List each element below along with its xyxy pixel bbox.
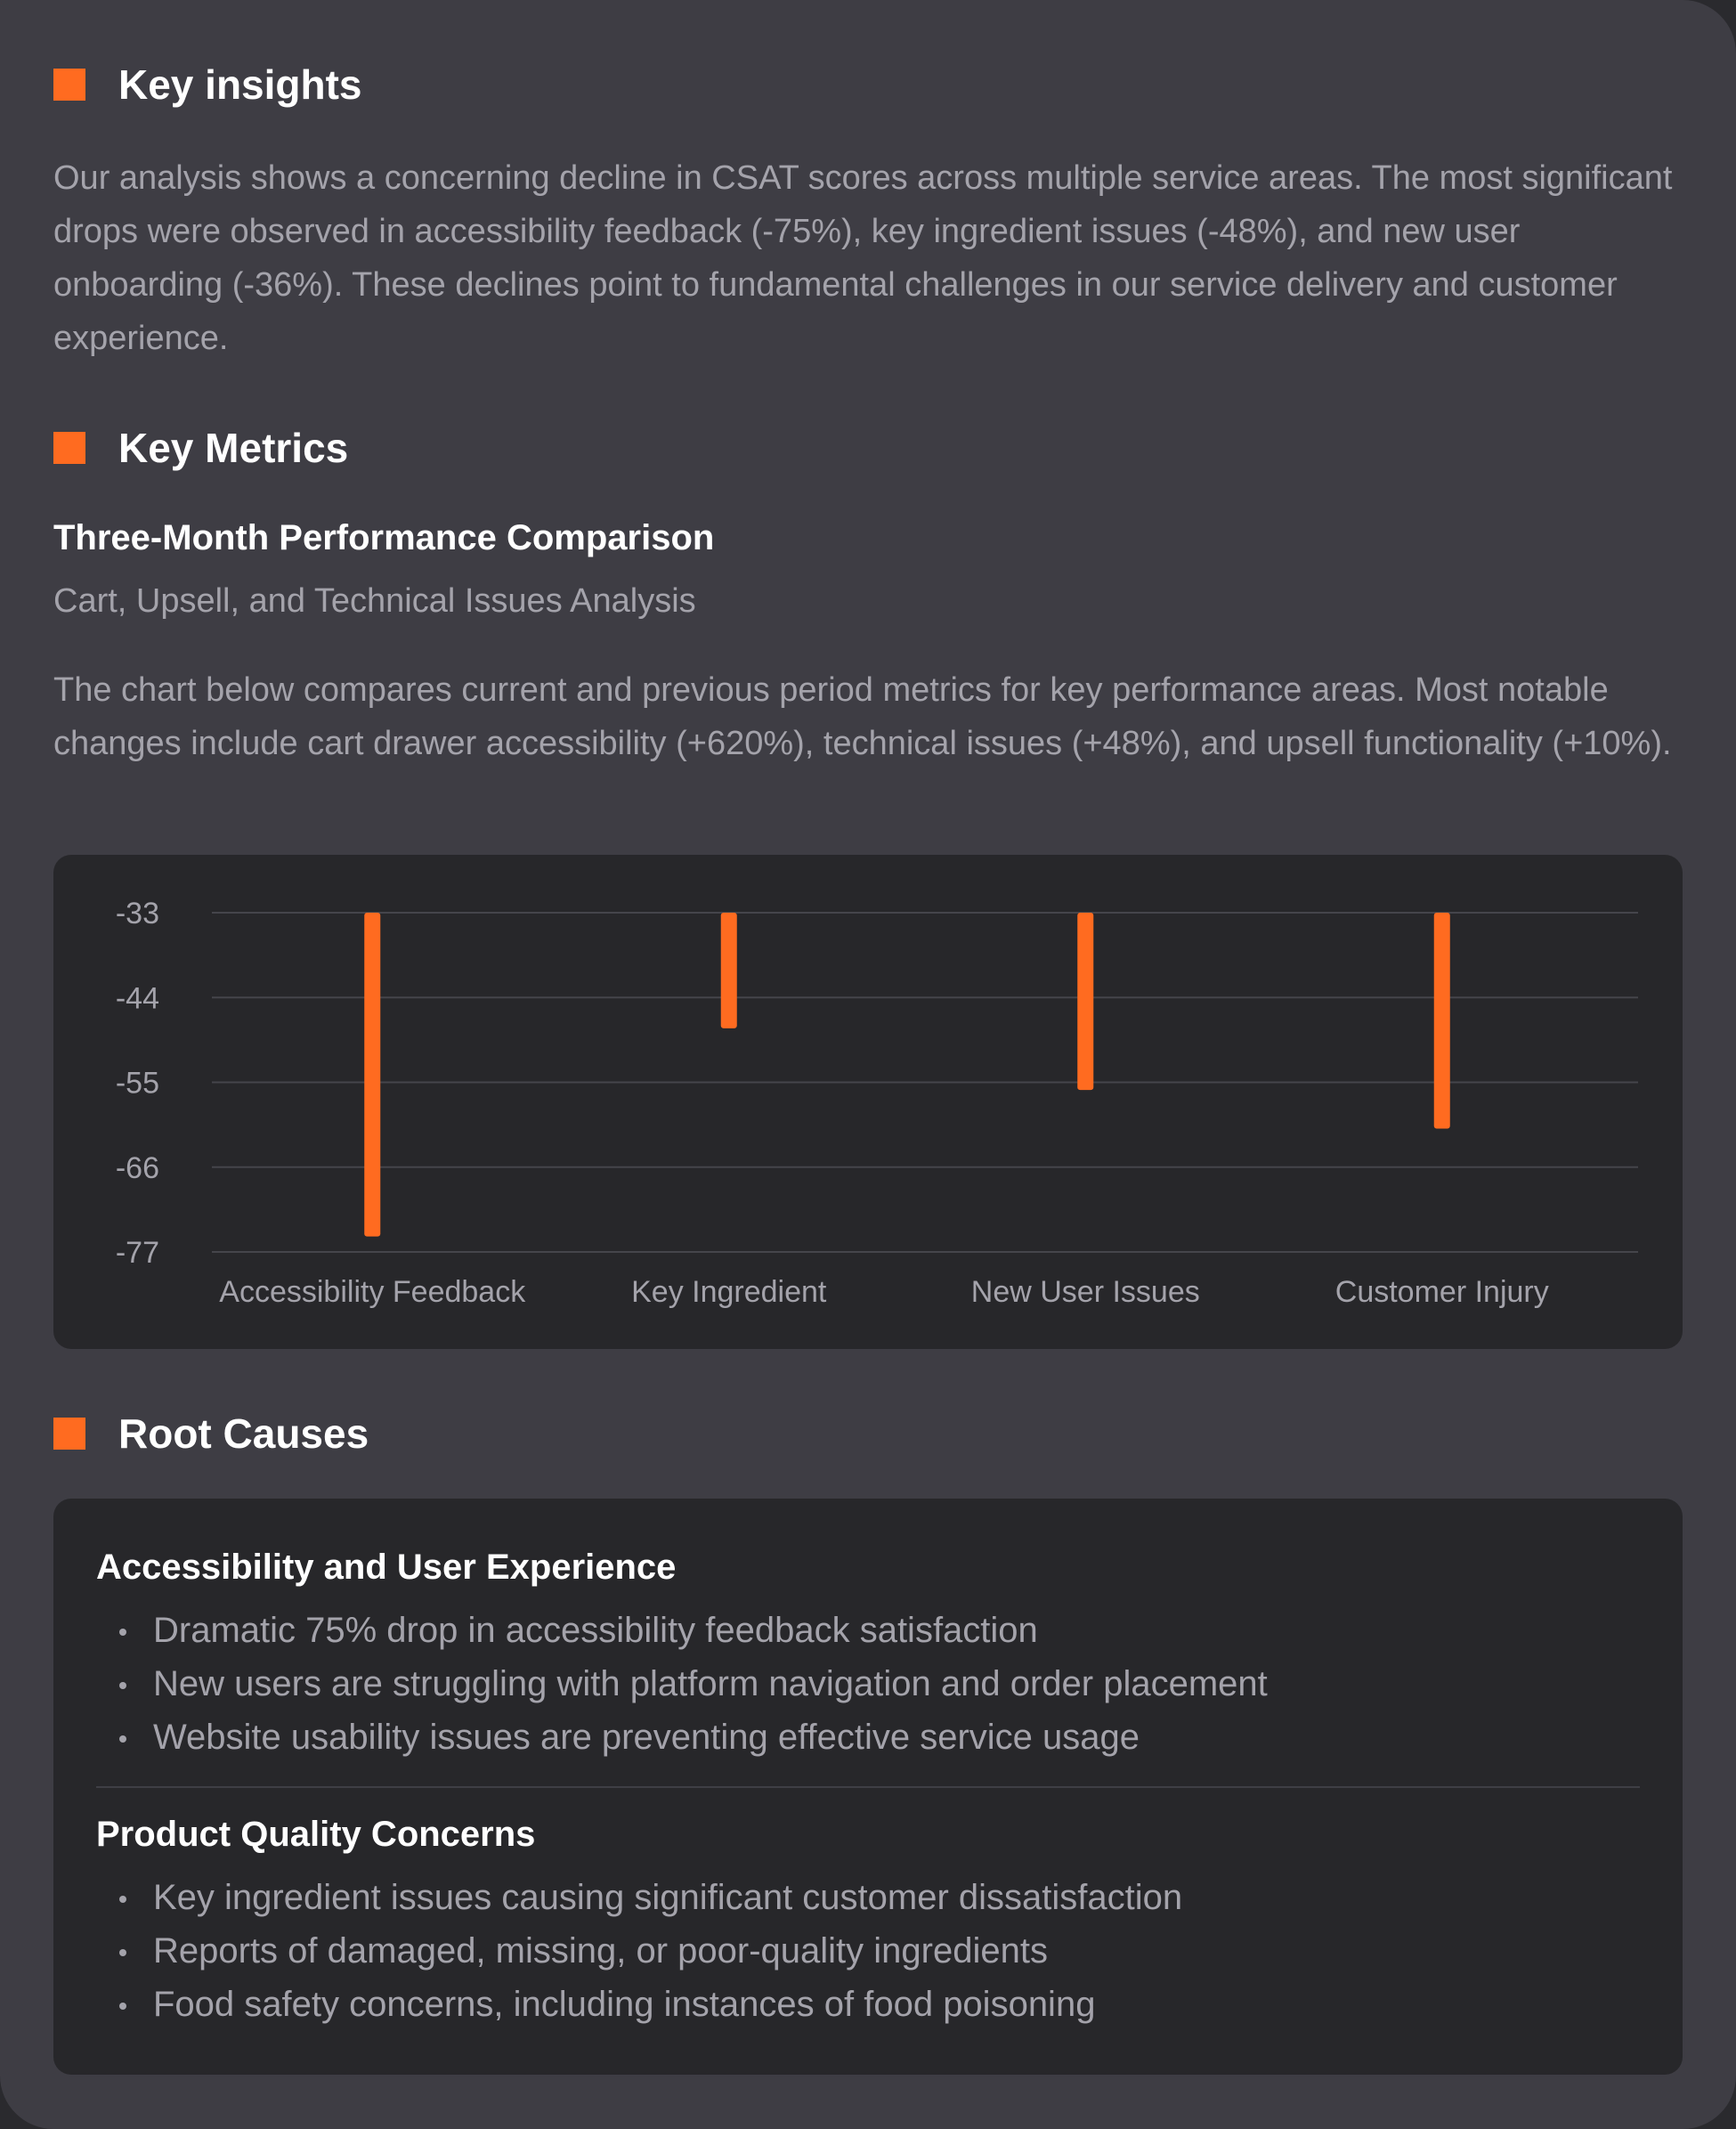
root-causes-header [53,1407,369,1460]
list-item: Key ingredient issues causing significant customer dissatisfaction [96,1871,1182,1924]
list-item: Website usability issues are preventing effective service usage [96,1711,1268,1764]
bar [364,913,380,1237]
list-item: Dramatic 75% drop in accessibility feedback satisfaction [96,1604,1268,1657]
bar-chart [53,855,1683,1349]
y-tick-label: -44 [115,981,159,1016]
list-item: Food safety concerns, including instances of food poisoning [96,1978,1182,2031]
root-causes-panel [53,1499,1683,2075]
bar [1434,913,1450,1128]
y-tick-label: -66 [115,1150,159,1185]
key-metrics-header [53,421,348,475]
chart-description: The chart below compares current and previous period metrics for key performance areas. Most notable changes include cart drawer accessibility (+620%), technical issues (+48%), and upsell functionality (+10%). [53,671,1672,762]
list-item: New users are struggling with platform navigation and order placement [96,1657,1268,1711]
y-tick-label: -77 [115,1236,159,1270]
cause-group-title: Accessibility and User Experience [96,1548,677,1587]
root-causes-title: Root Causes [118,1410,369,1457]
key-metrics-title: Key Metrics [118,425,349,471]
cause-list [96,1871,1182,2031]
x-tick-label: Customer Injury [1334,1275,1549,1309]
key-insights-body: Our analysis shows a concerning decline in CSAT scores across multiple service areas. The most significant drops were observed in accessibility feedback (-75%), key ingredient issues (-48%), and new user onboarding (-36%). These declines point to fundamental challenges in our service delivery and customer experience. [53,159,1673,357]
bar [1077,913,1093,1090]
section-marker-icon [53,432,85,464]
chart-subtitle: Cart, Upsell, and Technical Issues Analysis [53,582,696,620]
section-marker-icon [53,69,85,101]
x-tick-label: Key Ingredient [631,1275,827,1309]
divider [96,1786,1640,1788]
section-marker-icon [53,1418,85,1450]
x-tick-label: Accessibility Feedback [219,1275,526,1309]
chart-panel [53,855,1683,1349]
y-tick-label: -33 [115,897,159,930]
list-item: Reports of damaged, missing, or poor-quality ingredients [96,1924,1182,1978]
y-tick-label: -55 [115,1066,159,1101]
cause-group-title: Product Quality Concerns [96,1815,536,1854]
key-insights-header [53,58,362,111]
bar [721,913,737,1028]
chart-title: Three-Month Performance Comparison [53,518,715,557]
cause-list [96,1604,1268,1764]
x-tick-label: New User Issues [970,1275,1200,1309]
key-insights-title: Key insights [118,61,362,108]
